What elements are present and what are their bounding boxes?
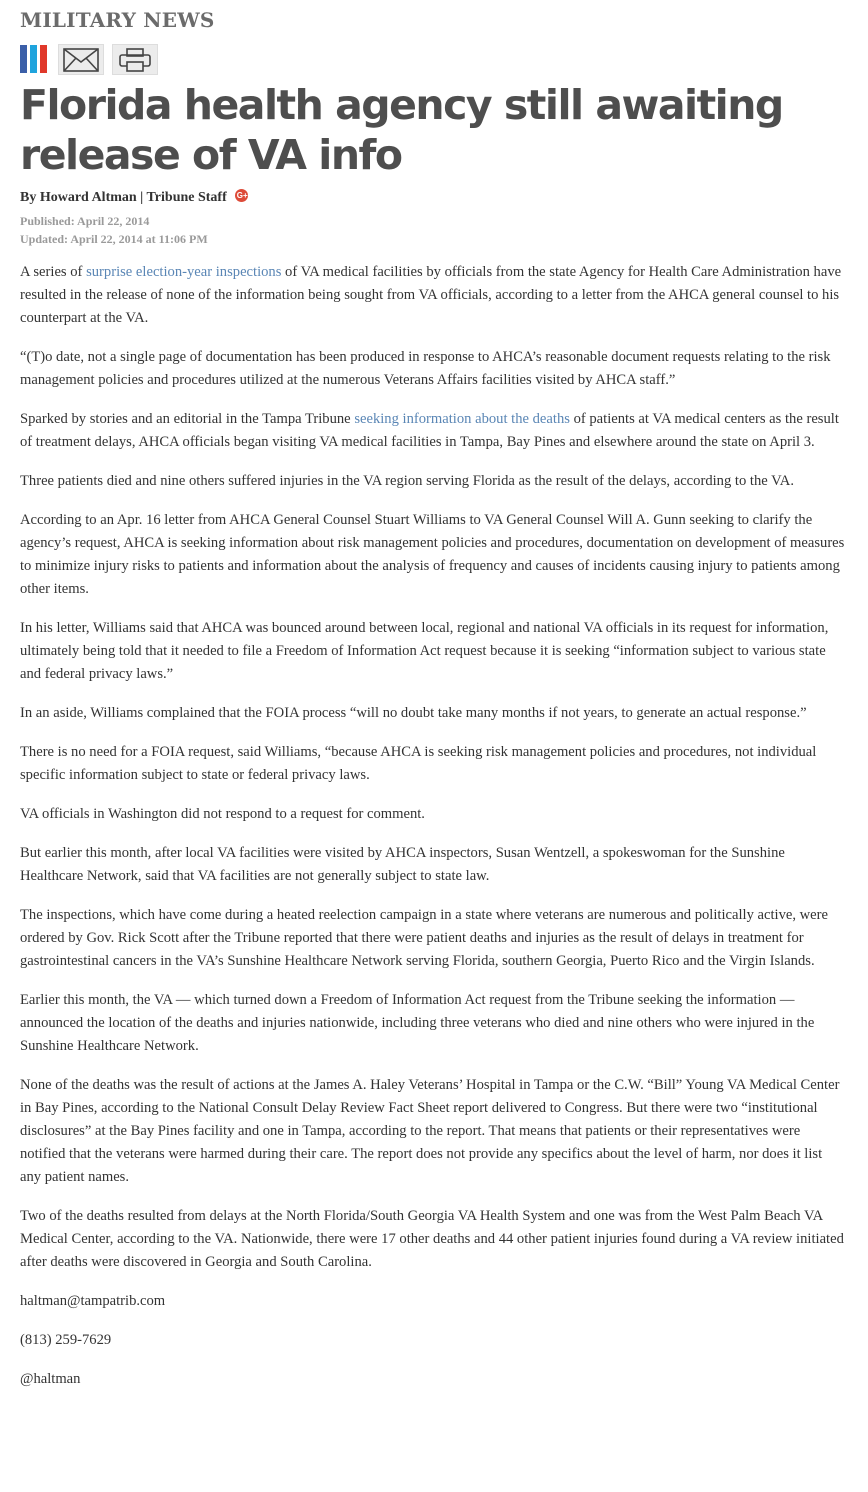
author-email: haltman@tampatrib.com bbox=[20, 1293, 166, 1309]
share-toolbar bbox=[20, 44, 158, 76]
byline bbox=[20, 190, 248, 206]
paragraph: Sparked by stories and an editorial in the Tampa Tribune seeking information about the deaths of patients at VA medical centers as the result of treatment delays, AHCA officials began visiting VA medical facilities in Tampa, Bay Pines and elsewhere around the state on April 3. bbox=[20, 411, 839, 450]
updated-date: Updated: April 22, 2014 at 11:06 PM bbox=[20, 232, 208, 246]
paragraph: None of the deaths was the result of actions at the James A. Haley Veterans’ Hospital in Tampa or the C.W. “Bill” Young VA Medical Center in Bay Pines, according to the National Consult Delay Review Fact Sheet report delivered to Congress. But there were two “institutional disclosures” at the Bay Pines facility and one in Tampa, according to the report. That means that patients or their representatives were notified that the veterans were harmed during their care. The report does not provide any specifics about the level of harm, nor does it list any patient names. bbox=[20, 1077, 840, 1185]
paragraph: A series of surprise election-year inspections of VA medical facilities by officials from the state Agency for Health Care Administration have resulted in the release of none of the information being sought from VA officials, according to a letter from the AHCA general counsel to his counterpart at the VA. bbox=[20, 264, 842, 326]
paragraph: But earlier this month, after local VA facilities were visited by AHCA inspectors, Susan Wentzell, a spokeswoman for the Sunshine Healthcare Network, said that VA facilities are not generally subject to state law. bbox=[20, 845, 785, 884]
section-label[interactable]: MILITARY NEWS bbox=[20, 8, 215, 32]
headline: Florida health agency still awaiting release of VA info bbox=[20, 81, 783, 179]
article-body bbox=[20, 261, 845, 1407]
published-date: Published: April 22, 2014 bbox=[20, 214, 150, 228]
inline-link-inspections[interactable]: surprise election-year inspections bbox=[86, 264, 282, 280]
email-icon[interactable] bbox=[58, 44, 104, 75]
author-phone: (813) 259-7629 bbox=[20, 1332, 112, 1348]
print-icon[interactable] bbox=[112, 44, 158, 75]
inline-link-deaths[interactable]: seeking information about the deaths bbox=[354, 411, 570, 427]
paragraph: “(T)o date, not a single page of documentation has been produced in response to AHCA’s reasonable document requests relating to the risk management policies and procedures utilized at the numerous Veterans Affairs facilities visited by AHCA staff.” bbox=[20, 349, 831, 388]
dates bbox=[20, 212, 208, 248]
paragraph: Earlier this month, the VA — which turned down a Freedom of Information Act request from the Tribune seeking the information — announced the location of the deaths and injuries nationwide, including three veterans who died and nine others who were injured in the Sunshine Healthcare Network. bbox=[20, 992, 815, 1054]
paragraph: VA officials in Washington did not respond to a request for comment. bbox=[20, 806, 425, 822]
author-twitter: @haltman bbox=[20, 1371, 81, 1387]
paragraph: In his letter, Williams said that AHCA was bounced around between local, regional and national VA officials in its request for information, ultimately being told that it needed to file a Freedom of Information Act request because it is seeking “information subject to various state and federal privacy laws.” bbox=[20, 620, 829, 682]
paragraph: The inspections, which have come during a heated reelection campaign in a state where veterans are numerous and politically active, were ordered by Gov. Rick Scott after the Tribune reported that there were patient deaths and injuries as the result of delays in treatment for gastrointestinal cancers in the VA’s Sunshine Healthcare Network serving Florida, southern Georgia, Puerto Rico and the Virgin Islands. bbox=[20, 907, 829, 969]
google-plus-label: G+ bbox=[236, 190, 248, 200]
google-plus-icon[interactable] bbox=[235, 189, 248, 202]
share-bars-icon[interactable] bbox=[20, 44, 50, 74]
paragraph: Three patients died and nine others suffered injuries in the VA region serving Florida as the result of the delays, according to the VA. bbox=[20, 473, 794, 489]
paragraph: Two of the deaths resulted from delays at the North Florida/South Georgia VA Health System and one was from the West Palm Beach VA Medical Center, according to the VA. Nationwide, there were 17 other deaths and 44 other patient injuries found during a VA review initiated after deaths were discovered in Georgia and South Carolina. bbox=[20, 1208, 844, 1270]
byline-text[interactable]: By Howard Altman | Tribune Staff bbox=[20, 190, 227, 205]
paragraph: There is no need for a FOIA request, said Williams, “because AHCA is seeking risk management policies and procedures, not individual specific information subject to state or federal privacy laws. bbox=[20, 744, 817, 783]
paragraph: According to an Apr. 16 letter from AHCA General Counsel Stuart Williams to VA General Counsel Will A. Gunn seeking to clarify the agency’s request, AHCA is seeking information about risk management policies and procedures, documentation on development of measures to minimize injury risks to patients and information about the analysis of frequency and causes of incidents causing injury to patients among other items. bbox=[20, 512, 845, 597]
paragraph: In an aside, Williams complained that the FOIA process “will no doubt take many months if not years, to generate an actual response.” bbox=[20, 705, 807, 721]
